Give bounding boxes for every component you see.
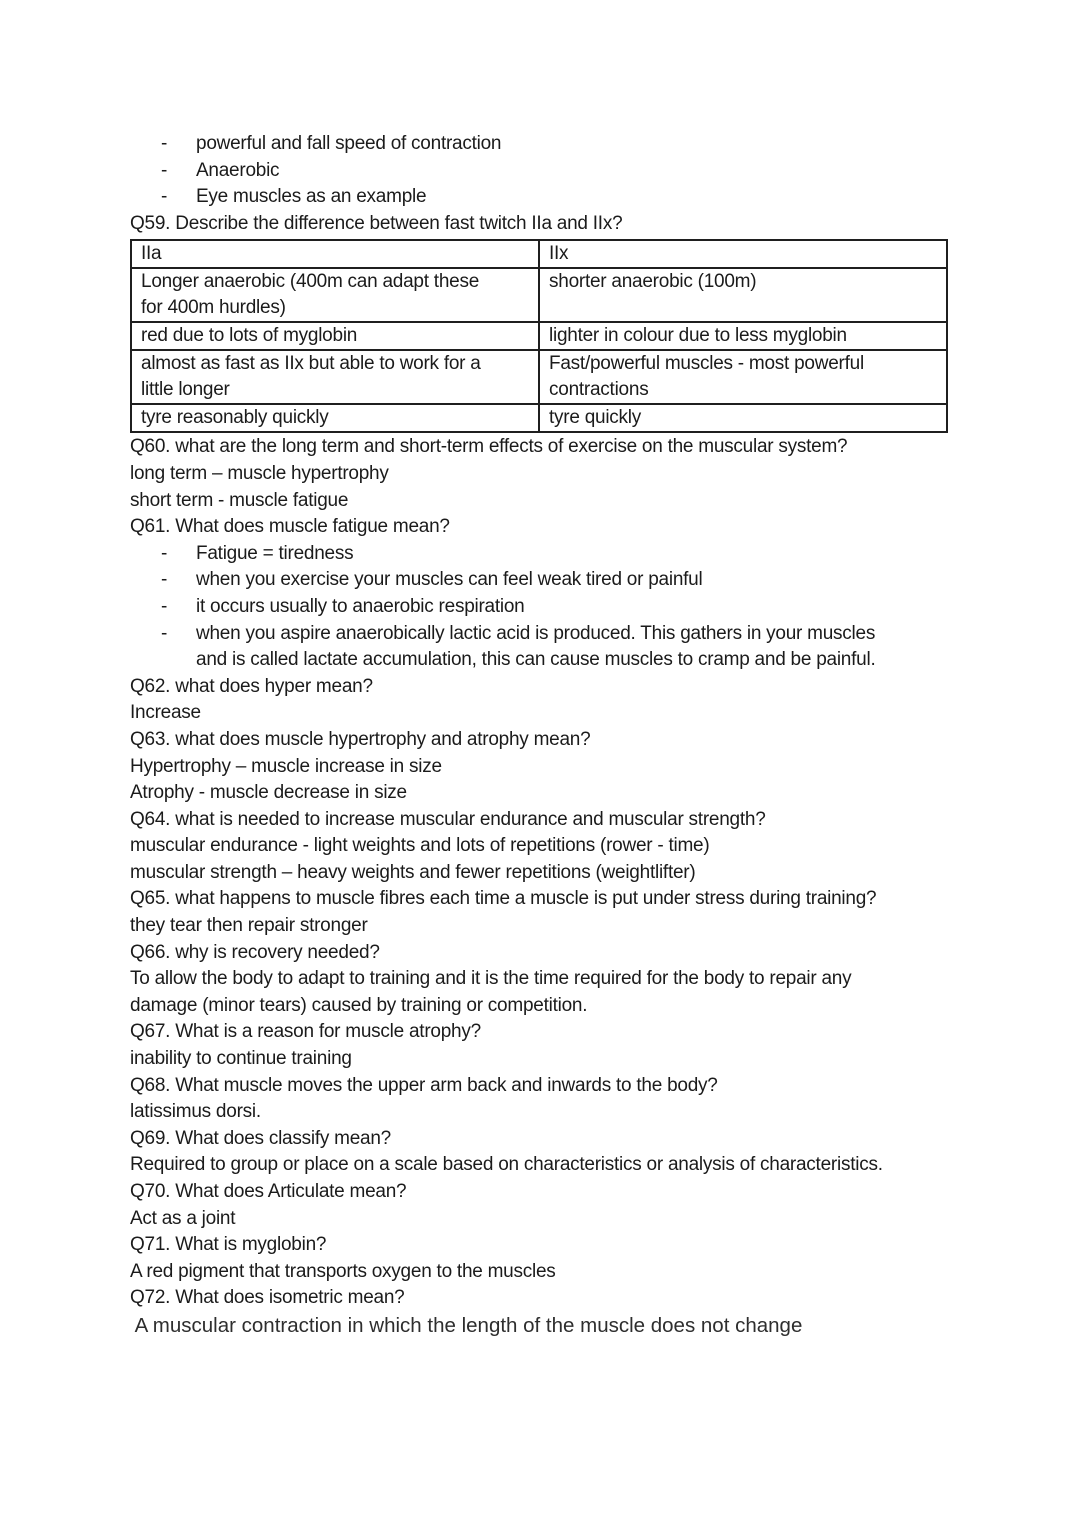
table-cell-text: Longer anaerobic (400m can adapt these [141,271,480,293]
question-line: Q65. what happens to muscle fibres each time a muscle is put under stress during training? [130,888,877,910]
bullet-item [130,541,1010,568]
table-header-cell [131,240,539,268]
answer-line: muscular endurance - light weights and lots of repetitions (rower - time) [130,835,710,857]
answer-line: Act as a joint [130,1207,236,1229]
question-line: Q66. why is recovery needed? [130,941,380,963]
answer-line: Required to group or place on a scale based on characteristics or analysis of characteristics. [130,1154,883,1176]
bullet-dash: - [161,622,168,644]
answer-line: Atrophy - muscle decrease in size [130,782,407,804]
bullet-item [130,131,1010,158]
bullet-text: powerful and fall speed of contraction [196,133,502,154]
answer-line: latissimus dorsi. [130,1101,261,1123]
table-cell [131,268,539,322]
table-cell-text: for 400m hurdles) [141,297,286,319]
document-content [130,131,1010,1339]
question-line: Q72. What does isometric mean? [130,1287,405,1309]
table-header-row [131,240,947,268]
answer-line: inability to continue training [130,1048,352,1070]
table-cell-text: lighter in colour due to less myglobin [549,325,847,347]
question-line: Q59. Describe the difference between fast twitch IIa and IIx? [130,212,623,234]
table-cell [131,404,539,432]
answer-line: long term – muscle hypertrophy [130,462,389,484]
question-line: Q60. what are the long term and short-term effects of exercise on the muscular system? [130,436,848,458]
bullet-item [130,184,1010,211]
bullet-text: when you exercise your muscles can feel weak tired or painful [196,569,703,591]
answer-line: and is called lactate accumulation, this can cause muscles to cramp and be painful. [196,649,876,671]
bullet-dash: - [161,159,168,181]
table-cell-text: shorter anaerobic (100m) [549,271,757,293]
question-line: Q67. What is a reason for muscle atrophy? [130,1021,481,1043]
table-cell [539,268,947,322]
table-cell-text: tyre quickly [549,407,642,429]
bullet-text: Anaerobic [196,159,280,181]
question-line: Q61. What does muscle fatigue mean? [130,516,450,538]
question-line: Q68. What muscle moves the upper arm back and inwards to the body? [130,1074,718,1096]
table-cell [131,350,539,404]
answer-line: they tear then repair stronger [130,915,368,937]
table-cell [539,350,947,404]
table-row [131,350,947,404]
answer-line: A red pigment that transports oxygen to the muscles [130,1260,556,1282]
bullet-text: when you aspire anaerobically lactic acid is produced. This gathers in your muscles [196,622,876,644]
table-cell-text: almost as fast as IIx but able to work for a [141,353,481,375]
bullet-item [130,594,1010,621]
bullet-item [130,567,1010,594]
answer-line: Hypertrophy – muscle increase in size [130,755,442,777]
question-line: Q63. what does muscle hypertrophy and atrophy mean? [130,728,591,750]
bullet-dash: - [161,542,168,564]
answer-line: damage (minor tears) caused by training or competition. [130,994,588,1016]
answer-line: short term - muscle fatigue [130,489,349,511]
table-cell-text: red due to lots of myglobin [141,325,358,347]
question-line: Q64. what is needed to increase muscular endurance and muscular strength? [130,808,766,830]
bullet-text: Eye muscles as an example [196,186,427,208]
bullet-item [130,621,1010,648]
table-cell-text: little longer [141,379,230,401]
question-line: Q62. what does hyper mean? [130,675,373,697]
bullet-dash: - [161,133,168,154]
bullet-dash: - [161,569,168,591]
table-header-text: IIx [549,243,569,265]
question-line: Q71. What is myglobin? [130,1234,327,1256]
table-row [131,404,947,432]
answer-line: A muscular contraction in which the length of the muscle does not change [130,1313,803,1337]
comparison-table [130,239,948,433]
question-line: Q69. What does classify mean? [130,1127,391,1149]
table-cell [539,322,947,350]
bullet-item [130,158,1010,185]
table-cell-text: tyre reasonably quickly [141,407,329,429]
bullet-dash: - [161,186,168,208]
answer-line: muscular strength – heavy weights and fewer repetitions (weightlifter) [130,861,696,883]
table-cell-text: Fast/powerful muscles - most powerful [549,353,864,375]
answer-line: To allow the body to adapt to training and it is the time required for the body to repair any [130,968,852,990]
table-cell [131,322,539,350]
bullet-text: it occurs usually to anaerobic respiration [196,595,525,617]
table-cell-text: contractions [549,379,649,401]
table-row [131,322,947,350]
answer-line: Increase [130,702,201,724]
table-header-cell [539,240,947,268]
table-cell [539,404,947,432]
bullet-dash: - [161,595,168,617]
table-row [131,268,947,322]
bullet-text: Fatigue = tiredness [196,542,354,564]
table-header-text: IIa [141,243,162,265]
question-line: Q70. What does Articulate mean? [130,1181,407,1202]
